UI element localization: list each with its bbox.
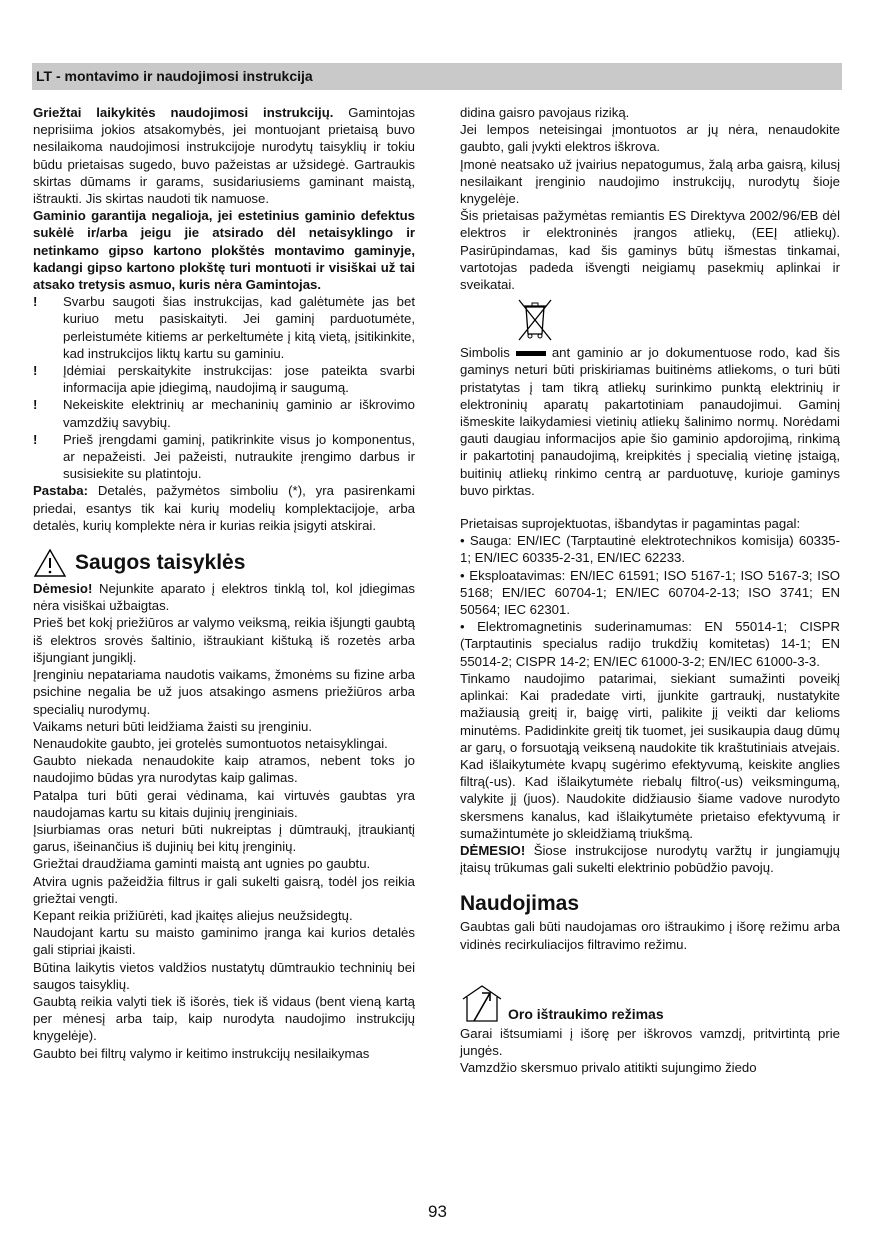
spacer (460, 499, 840, 515)
body-paragraph: didina gaisro pavojaus riziką. (460, 105, 630, 120)
safety-paragraph: Būtina laikytis vietos valdžios nustatytų dūmtraukio techninių bei saugos taisyklių. (33, 959, 415, 992)
list-item: ! Svarbu saugoti šias instrukcijas, kad galėtumėte jas bet kuriuo metu pasiskaityti. Jei gaminį parduotumėte, perleistumėte kitiems ar perkeltumėte į kitą vietą, įsitikinkite, kad instrukcijos liktų kartu su gaminiu. (33, 294, 415, 361)
list-item: ! Prieš įrengdami gaminį, patikrinkite visus jo komponentus, ar nepažeisti. Jei pažeisti, nutraukite įrengimo darbus ir susisiekite su platintoju. (33, 431, 415, 482)
section-header (32, 63, 842, 90)
safety-heading (33, 548, 415, 578)
safety-paragraph: Atvira ugnis pažeidžia filtrus ir gali sukelti gaisrą, todėl jos reikia griežtai vengti. (33, 873, 415, 906)
extraction-paragraph: Vamzdžio skersmuo privalo atitikti sujungimo žiedo (460, 1060, 757, 1076)
usage-title: Naudojimas (460, 892, 580, 916)
safety-paragraph: Prieš bet kokį priežiūros ar valymo veiksmą, reikia išjungti gaubtą iš elektros srovės šaltinio, ištraukiant kištuką iš rozetės arba išjungiant jungiklį. (33, 615, 415, 665)
safety-paragraph: Gaubtą reikia valyti tiek iš išorės, tiek iš vidaus (bent vieną kartą per mėnesį arba taip, kaip nurodyta naudojimo instrukcijų knygelėje). (33, 993, 415, 1044)
safety-paragraph: Patalpa turi būti gerai vėdinama, kai virtuvės gaubtas yra naudojamas kartu su kitais dujinių įrenginiais. (33, 787, 415, 820)
house-duct-icon (460, 983, 506, 1023)
tips-paragraph: Tinkamo naudojimo patarimai, siekiant sumažinti poveikį aplinkai: Kai pradedate virti, įjunkite gartraukį, nustatykite mažiausią greitį ir, baigę virti, palikite jį veikti dar kelioms minutėms. Padidinkite greitį tik tuomet, jei susikaupia daug dūmų ar garų, o forsuotąją veikseną naudokite tik kraštutiniais atvejais. Kad išlaikytumėte kvapų sugėrimo efektyvumą, keiskite anglies filtrą(-us). Kad išlaikytumėte riebalų filtro(-us) veiksmingumą, valykite jį (juos). Naudokite didžiausio šiame vadove nurodyto skersmens kanalus, kad išlaikytumėte prietaiso efektyvumą ir sumažintumėte jo skleidžiamą triukšmą. (460, 670, 840, 841)
attention-paragraph: DĖMESIO! Šiose instrukcijose nurodytų varžtų ir jungiamųjų įtaisų trūkumas gali sukelti elektrinio pobūdžio pavojų. (460, 842, 840, 876)
symbol-paragraph: Simbolis ant gaminio ar jo dokumentuose rodo, kad šis gaminys neturi būti priskiriamas buitinėms atliekoms, o turi būti pristatytas į tam tikrą atliekų surinkimo punktą elektrinių ir elektroninių aparatų pakartotiniam panaudojimui. Gaminį išmeskite laikydamiesi vietinių atliekų šalinimo normų. Norėdami gauti daugiau informacijos apie šio gaminio apdorojimą, rinkimą ir pakartotinį panaudojimą, kreipkitės į specialią vietinę įstaigą, buitinių atliekų rinkimo centrą ar parduotuvę, kurioje gaminys buvo pirktas. (460, 345, 840, 498)
safety-paragraph: Vaikams neturi būti leidžiama žaisti su įrenginiu. (33, 718, 313, 734)
standard-item: • Eksploatavimas: EN/IEC 61591; ISO 5167-1; ISO 5167-3; ISO 5168; EN/IEC 60704-1; EN/IEC 60704-2-13; ISO 3741; EN 50564; IEC 62301. (460, 567, 840, 618)
warranty-paragraph: Gaminio garantija negalioja, jei estetinius gaminio defektus sukėlė ir/arba jeigu jie atsirado dėl netaisyklingo ir netinkamo gipso kartono plokštės montavimo gaminyje, kadangi gipso kartono plokštę turi montuoti ir visiškai už tai atsako tretysis asmuo, kuris nėra Gamintojas. (33, 208, 415, 293)
safety-paragraph: Nenaudokite gaubto, jei grotelės sumontuotos netaisyklingai. (33, 735, 388, 751)
list-item: ! Nekeiskite elektrinių ar mechaninių gaminio ar iškrovimo vamzdžių savybių. (33, 397, 415, 430)
safety-paragraph: Įrenginiu nepatariama naudotis vaikams, žmonėms su fizine arba psichine negalia be už juos atsakingo asmens priežiūros arba specialių nurodymų. (33, 667, 415, 717)
safety-paragraph: Gaubto niekada nenaudokite kaip atramos, nebent toks jo naudojimo būdas yra nurodytas kaip galimas. (33, 753, 415, 786)
crossed-bin-icon (515, 296, 555, 342)
safety-paragraph: Griežtai draudžiama gaminti maistą ant ugnies po gaubtu. (33, 856, 371, 872)
standard-item: • Elektromagnetinis suderinamumas: EN 55014-1; CISPR (Tarptautinis specialus radijo trukdžių komitetas) 14-1; EN 55014-2; CISPR 14-2; EN/IEC 61000-3-2; EN/IEC 61000-3-3. (460, 619, 840, 669)
safety-title: Saugos taisyklės (75, 551, 246, 575)
page-number: 93 (428, 1202, 447, 1221)
intro-paragraph: Griežtai laikykitės naudojimosi instrukcijų. Gamintojas neprisiima jokios atsakomybės, jei montuojant prietaisą buvo nesilaikoma naudojimosi instrukcijoje nurodytų taisyklių ir tokiu būdu prietaisas sugedo, buvo pažeistas ar užsidegė. Gartraukis skirtas dūmams ir garams, susidariusiems gaminant maistą, ištraukti. Jis skirtas naudoti tik namuose. (33, 105, 415, 207)
safety-paragraph: Naudojant kartu su maisto gaminimo įranga kai kurios detalės gali stipriai įkaisti. (33, 925, 415, 958)
black-bar-icon (516, 351, 546, 356)
section-title: LT - montavimo ir naudojimosi instrukcija (36, 68, 313, 84)
designed-intro: Prietaisas suprojektuotas, išbandytas ir pagamintas pagal: (460, 516, 801, 532)
extraction-title: Oro ištraukimo režimas (508, 1005, 664, 1022)
usage-paragraph: Gaubtas gali būti naudojamas oro ištraukimo į išorę režimu arba vidinės recirkuliacijos filtravimo režimu. (460, 919, 840, 952)
safety-paragraph: Gaubto bei filtrų valymo ir keitimo instrukcijų nesilaikymas (33, 1045, 370, 1061)
weee-symbol-wrap (460, 296, 840, 344)
right-column (460, 104, 840, 1076)
safety-paragraph: Kepant reikia prižiūrėti, kad įkaitęs aliejus neužsidegtų. (33, 907, 353, 923)
extraction-heading (460, 983, 840, 1023)
body-paragraph: Įmonė neatsako už įvairius nepatogumus, žalą arba gaisrą, kilusį nesilaikant įrenginio naudojimo instrukcijų, nurodytų šioje knygelėje. (460, 156, 840, 207)
body-paragraph: Šis prietaisas pažymėtas remiantis ES Direktyva 2002/96/EB dėl elektros ir elektroninės įrangos atliekų, (EEĮ atliekų). Pasirūpindamas, kad šis gaminys būtų išmestas tinkamai, vartotojas padeda išvengti neigiamų pasekmių aplinkai ir sveikatai. (460, 208, 840, 293)
list-item: ! Įdėmiai perskaitykite instrukcijas: jose pateikta svarbi informacija apie įdiegimą, naudojimą ir saugumą. (33, 363, 415, 396)
extraction-paragraph: Garai ištsumiami į išorę per iškrovos vamzdį, pritvirtintą prie jungės. (460, 1025, 840, 1058)
body-paragraph: Jei lempos neteisingai įmontuotos ar jų nėra, nenaudokite gaubto, gali įvykti elektros iškrova. (460, 122, 840, 155)
note-paragraph: Pastaba: Detalės, pažymėtos simboliu (*), yra pasirenkami priedai, esantys tik kai kurių modelių komplektacijoje, arba detalės, kurių komplekte nėra ir kurias reikia įsigyti atskirai. (33, 483, 415, 533)
warning-icon (33, 548, 67, 578)
safety-paragraph: Įsiurbiamas oras neturi būti nukreiptas į dūmtraukį, įtraukiantį garus, išeinančius iš dujinių bei kitų įrenginių. (33, 821, 415, 855)
attention-paragraph: Dėmesio! Nejunkite aparato į elektros tinklą tol, kol įdiegimas nėra visiškai užbaigtas. (33, 581, 415, 614)
left-column (33, 104, 415, 1062)
standard-item: • Sauga: EN/IEC (Tarptautinė elektrotechnikos komisija) 60335-1; EN/IEC 60335-2-31, EN/IEC 62233. (460, 533, 840, 566)
